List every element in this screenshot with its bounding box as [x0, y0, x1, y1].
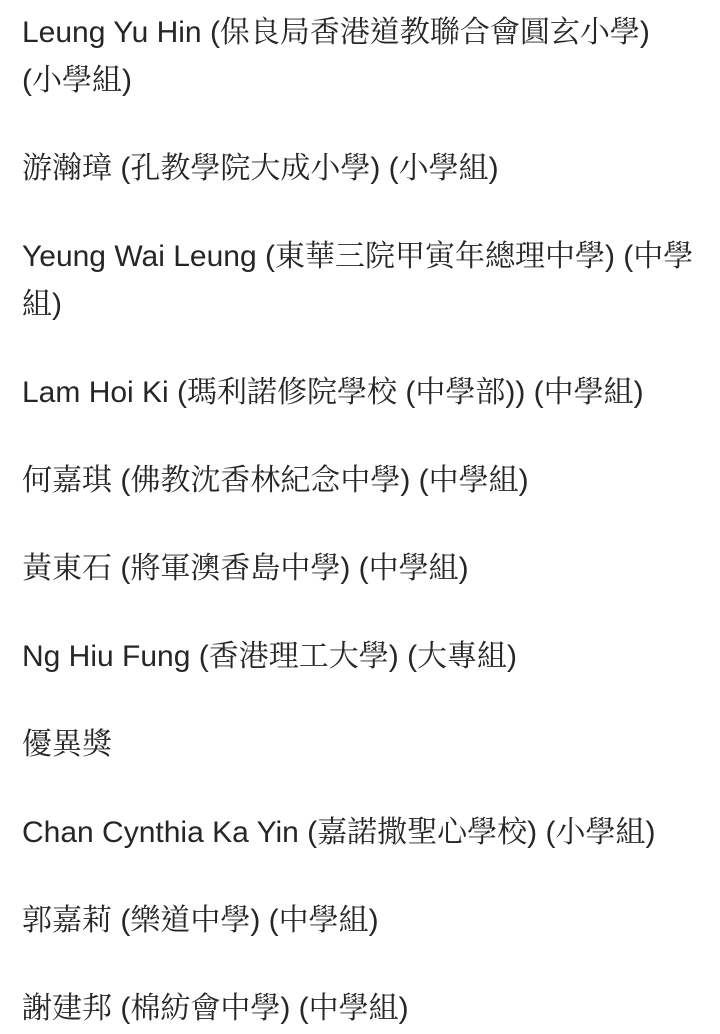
award-entry: 何嘉琪 (佛教沈香林紀念中學) (中學組) — [22, 464, 529, 497]
award-entry: 郭嘉莉 (樂道中學) (中學組) — [22, 904, 379, 937]
award-entry: Yeung Wai Leung (東華三院甲寅年總理中學) (中學組) — [22, 240, 694, 321]
award-entry: Ng Hiu Fung (香港理工大學) (大專組) — [22, 640, 518, 673]
award-entry: Lam Hoi Ki (瑪利諾修院學校 (中學部)) (中學組) — [22, 376, 644, 409]
award-entry: 謝建邦 (棉紡會中學) (中學組) — [22, 992, 409, 1025]
section-heading-merit-award: 優異獎 — [22, 728, 112, 761]
award-entry: 游瀚璋 (孔教學院大成小學) (小學組) — [22, 152, 499, 185]
award-entry: Leung Yu Hin (保良局香港道教聯合會圓玄小學) (小學組) — [22, 16, 650, 97]
award-entry: 黃東石 (將軍澳香島中學) (中學組) — [22, 552, 469, 585]
award-entry: Chan Cynthia Ka Yin (嘉諾撒聖心學校) (小學組) — [22, 816, 656, 849]
